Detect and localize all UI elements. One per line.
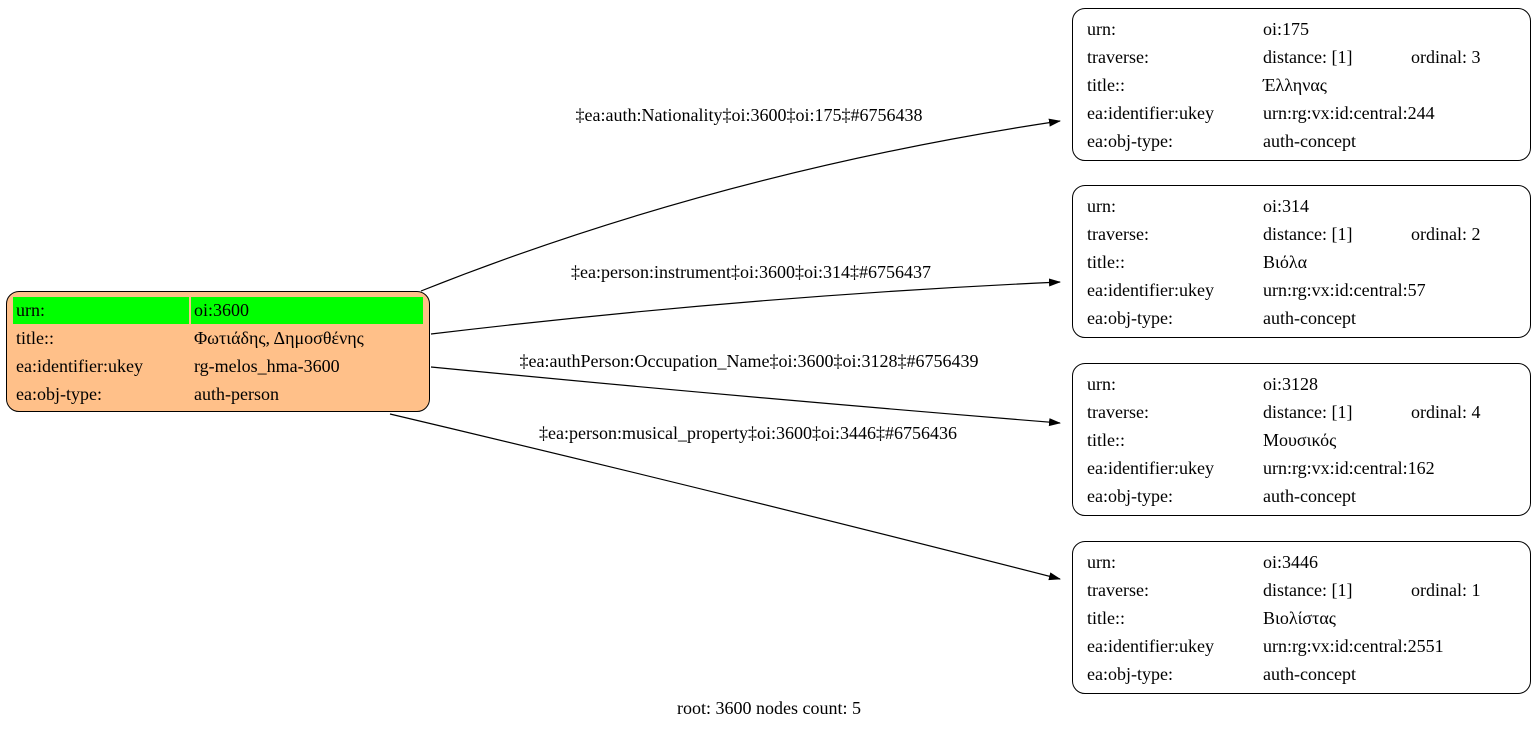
root-row-urn [13, 297, 423, 324]
footer-status: root: 3600 nodes count: 5 [677, 698, 861, 718]
edge-label-nationality: ‡ea:auth:Nationality‡oi:3600‡oi:175‡#6756438 [575, 105, 923, 125]
node-row-urn [1087, 548, 1522, 576]
distance-value: distance: [1] [1263, 47, 1353, 67]
property-label: traverse: [1087, 402, 1149, 422]
ordinal-value: ordinal: 4 [1411, 402, 1481, 422]
edge-label-occupation: ‡ea:authPerson:Occupation_Name‡oi:3600‡oi:3128‡#6756439 [519, 351, 979, 371]
property-value: Μουσικός [1263, 430, 1337, 450]
property-label: traverse: [1087, 580, 1149, 600]
concept-node-oi-314[interactable] [1072, 185, 1531, 338]
property-label: ea:identifier:ukey [1087, 458, 1214, 478]
node-row-ukey [1087, 99, 1522, 127]
property-value: oi:3600 [191, 297, 423, 324]
property-label: title:: [1087, 430, 1125, 450]
property-value: oi:3446 [1263, 552, 1319, 572]
node-row-traverse [1087, 576, 1522, 604]
property-label: title:: [1087, 252, 1125, 272]
root-row-ukey [13, 353, 423, 380]
property-value: Έλληνας [1263, 75, 1327, 95]
property-label: urn: [1087, 19, 1116, 39]
property-label: title:: [1087, 75, 1125, 95]
concept-node-oi-175[interactable] [1072, 8, 1531, 161]
property-label: ea:obj-type: [1087, 131, 1173, 151]
ordinal-value: ordinal: 2 [1411, 224, 1481, 244]
distance-value: distance: [1] [1263, 402, 1353, 422]
property-value: oi:3128 [1263, 374, 1319, 394]
node-row-urn [1087, 15, 1522, 43]
property-value: urn:rg:vx:id:central:162 [1263, 458, 1435, 478]
node-row-ukey [1087, 632, 1522, 660]
property-value: Βιόλα [1263, 252, 1308, 272]
root-row-title [13, 325, 423, 352]
property-label: traverse: [1087, 224, 1149, 244]
property-label: ea:identifier:ukey [1087, 103, 1214, 123]
root-person-node[interactable] [6, 291, 430, 412]
node-row-title [1087, 248, 1522, 276]
node-row-obj-type [1087, 660, 1522, 688]
node-row-traverse [1087, 43, 1522, 71]
node-row-traverse [1087, 398, 1522, 426]
property-value: urn:rg:vx:id:central:2551 [1263, 636, 1444, 656]
distance-value: distance: [1] [1263, 580, 1353, 600]
root-row-obj-type [13, 381, 423, 408]
ordinal-value: ordinal: 1 [1411, 580, 1481, 600]
property-label: ea:obj-type: [1087, 308, 1173, 328]
property-value: auth-concept [1263, 664, 1356, 684]
property-value: auth-concept [1263, 486, 1356, 506]
property-label: urn: [13, 297, 189, 324]
node-row-title [1087, 604, 1522, 632]
node-row-obj-type [1087, 304, 1522, 332]
property-label: ea:obj-type: [1087, 486, 1173, 506]
edge-instrument [431, 282, 1060, 334]
property-value: auth-concept [1263, 308, 1356, 328]
concept-node-oi-3446[interactable] [1072, 541, 1531, 694]
property-label: urn: [1087, 552, 1116, 572]
property-label: ea:identifier:ukey [1087, 280, 1214, 300]
concept-node-oi-3128[interactable] [1072, 363, 1531, 516]
node-row-urn [1087, 192, 1522, 220]
property-label: title:: [1087, 608, 1125, 628]
node-row-title [1087, 426, 1522, 454]
property-label: ea:identifier:ukey [1087, 636, 1214, 656]
property-value: urn:rg:vx:id:central:57 [1263, 280, 1426, 300]
node-row-traverse [1087, 220, 1522, 248]
node-row-ukey [1087, 276, 1522, 304]
property-value: urn:rg:vx:id:central:244 [1263, 103, 1435, 123]
property-label: ea:obj-type: [16, 384, 102, 404]
property-value: oi:175 [1263, 19, 1310, 39]
property-value: rg-melos_hma-3600 [194, 356, 340, 376]
property-label: ea:identifier:ukey [16, 356, 143, 376]
property-label: traverse: [1087, 47, 1149, 67]
edge-label-instrument: ‡ea:person:instrument‡oi:3600‡oi:314‡#6756437 [571, 262, 931, 282]
property-value: auth-person [194, 384, 279, 404]
property-label: title:: [16, 328, 54, 348]
property-label: urn: [1087, 374, 1116, 394]
node-row-obj-type [1087, 127, 1522, 155]
property-label: urn: [1087, 196, 1116, 216]
edge-occupation [431, 367, 1060, 423]
node-row-ukey [1087, 454, 1522, 482]
property-value: auth-concept [1263, 131, 1356, 151]
edge-label-musical-property: ‡ea:person:musical_property‡oi:3600‡oi:3446‡#6756436 [539, 423, 957, 443]
property-value: Φωτιάδης, Δημοσθένης [194, 328, 364, 348]
node-row-title [1087, 71, 1522, 99]
property-value: oi:314 [1263, 196, 1310, 216]
node-row-obj-type [1087, 482, 1522, 510]
property-label: ea:obj-type: [1087, 664, 1173, 684]
node-row-urn [1087, 370, 1522, 398]
distance-value: distance: [1] [1263, 224, 1353, 244]
ordinal-value: ordinal: 3 [1411, 47, 1481, 67]
property-value: Βιολίστας [1263, 608, 1336, 628]
